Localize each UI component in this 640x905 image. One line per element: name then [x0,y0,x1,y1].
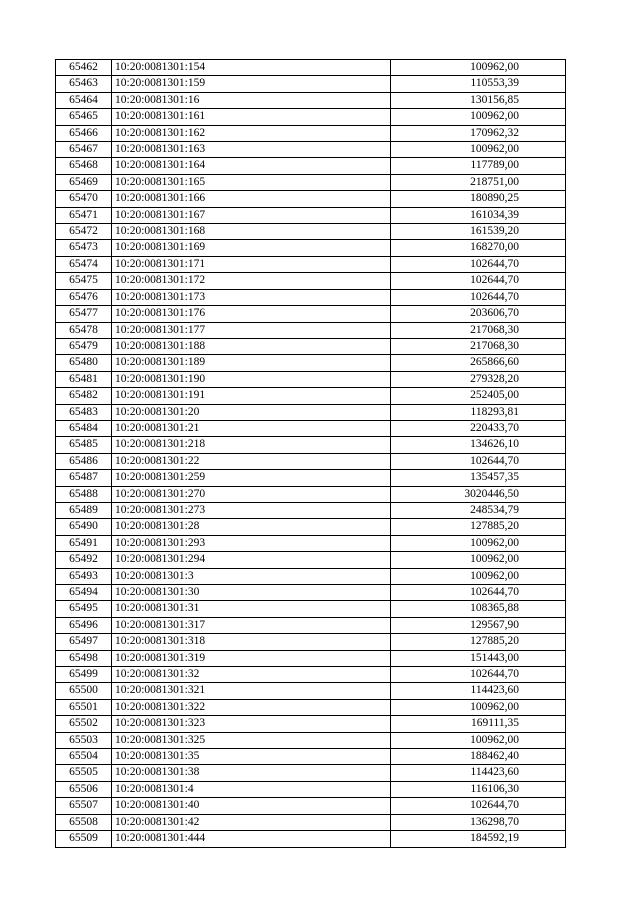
cadastral-number: 10:20:0081301:38 [112,765,391,781]
cadastral-number: 10:20:0081301:3 [112,568,391,584]
cadastral-number: 10:20:0081301:188 [112,338,391,354]
table-row [56,388,566,404]
table-row [56,322,566,338]
cadastral-number: 10:20:0081301:172 [112,273,391,289]
row-number: 65462 [56,60,112,76]
row-number: 65509 [56,831,112,847]
table-row [56,289,566,305]
cadastral-value: 134626,10 [391,437,566,453]
cadastral-value: 161034,39 [391,207,566,223]
cadastral-number: 10:20:0081301:4 [112,781,391,797]
cadastral-value: 127885,20 [391,634,566,650]
row-number: 65501 [56,699,112,715]
table-row [56,371,566,387]
row-number: 65502 [56,716,112,732]
cadastral-number: 10:20:0081301:42 [112,814,391,830]
cadastral-value: 279328,20 [391,371,566,387]
cadastral-number: 10:20:0081301:162 [112,125,391,141]
cadastral-number: 10:20:0081301:166 [112,191,391,207]
cadastral-number: 10:20:0081301:294 [112,552,391,568]
cadastral-number: 10:20:0081301:177 [112,322,391,338]
row-number: 65486 [56,453,112,469]
row-number: 65475 [56,273,112,289]
table-body [56,60,566,848]
table-row [56,453,566,469]
cadastral-value: 217068,30 [391,338,566,354]
row-number: 65466 [56,125,112,141]
table-row [56,634,566,650]
cadastral-value: 100962,00 [391,552,566,568]
row-number: 65474 [56,256,112,272]
cadastral-value: 129567,90 [391,617,566,633]
table-row [56,437,566,453]
cadastral-value: 100962,00 [391,732,566,748]
table-row [56,781,566,797]
cadastral-value: 114423,60 [391,765,566,781]
cadastral-value: 217068,30 [391,322,566,338]
table-row [56,716,566,732]
table-row [56,765,566,781]
table-row [56,585,566,601]
cadastral-number: 10:20:0081301:20 [112,404,391,420]
cadastral-number: 10:20:0081301:321 [112,683,391,699]
row-number: 65473 [56,240,112,256]
row-number: 65464 [56,92,112,108]
table-row [56,240,566,256]
cadastral-value: 102644,70 [391,256,566,272]
row-number: 65496 [56,617,112,633]
row-number: 65508 [56,814,112,830]
table-row [56,142,566,158]
table-row [56,798,566,814]
row-number: 65479 [56,338,112,354]
table-row [56,552,566,568]
cadastral-value: 102644,70 [391,667,566,683]
cadastral-number: 10:20:0081301:168 [112,224,391,240]
row-number: 65484 [56,420,112,436]
table-row [56,338,566,354]
cadastral-number: 10:20:0081301:323 [112,716,391,732]
table-row [56,92,566,108]
cadastral-number: 10:20:0081301:171 [112,256,391,272]
cadastral-value: 136298,70 [391,814,566,830]
row-number: 65498 [56,650,112,666]
row-number: 65505 [56,765,112,781]
table-row [56,191,566,207]
table-row [56,273,566,289]
cadastral-value: 170962,32 [391,125,566,141]
cadastral-value: 110553,39 [391,76,566,92]
table-row [56,470,566,486]
cadastral-value: 102644,70 [391,273,566,289]
row-number: 65488 [56,486,112,502]
cadastral-value: 100962,00 [391,60,566,76]
table-row [56,207,566,223]
cadastral-number: 10:20:0081301:161 [112,109,391,125]
cadastral-value: 161539,20 [391,224,566,240]
cadastral-number: 10:20:0081301:154 [112,60,391,76]
row-number: 65507 [56,798,112,814]
row-number: 65472 [56,224,112,240]
cadastral-number: 10:20:0081301:325 [112,732,391,748]
cadastral-value: 168270,00 [391,240,566,256]
row-number: 65481 [56,371,112,387]
cadastral-number: 10:20:0081301:165 [112,174,391,190]
cadastral-number: 10:20:0081301:31 [112,601,391,617]
cadastral-number: 10:20:0081301:191 [112,388,391,404]
row-number: 65467 [56,142,112,158]
table-row [56,749,566,765]
cadastral-number: 10:20:0081301:169 [112,240,391,256]
table-row [56,420,566,436]
cadastral-number: 10:20:0081301:318 [112,634,391,650]
cadastral-number: 10:20:0081301:28 [112,519,391,535]
table-row [56,519,566,535]
row-number: 65487 [56,470,112,486]
row-number: 65500 [56,683,112,699]
row-number: 65477 [56,306,112,322]
cadastral-number: 10:20:0081301:163 [112,142,391,158]
cadastral-value: 130156,85 [391,92,566,108]
row-number: 65478 [56,322,112,338]
cadastral-value: 184592,19 [391,831,566,847]
cadastral-number: 10:20:0081301:40 [112,798,391,814]
cadastral-number: 10:20:0081301:164 [112,158,391,174]
row-number: 65471 [56,207,112,223]
row-number: 65482 [56,388,112,404]
cadastral-number: 10:20:0081301:159 [112,76,391,92]
cadastral-value: 3020446,50 [391,486,566,502]
table-row [56,306,566,322]
cadastral-value: 180890,25 [391,191,566,207]
table-row [56,568,566,584]
table-row [56,256,566,272]
table-row [56,732,566,748]
cadastral-value: 203606,70 [391,306,566,322]
row-number: 65490 [56,519,112,535]
row-number: 65495 [56,601,112,617]
cadastral-number: 10:20:0081301:293 [112,535,391,551]
cadastral-number: 10:20:0081301:176 [112,306,391,322]
row-number: 65476 [56,289,112,305]
cadastral-number: 10:20:0081301:270 [112,486,391,502]
cadastral-value: 100962,00 [391,142,566,158]
cadastral-number: 10:20:0081301:218 [112,437,391,453]
row-number: 65483 [56,404,112,420]
row-number: 65485 [56,437,112,453]
row-number: 65503 [56,732,112,748]
cadastral-number: 10:20:0081301:322 [112,699,391,715]
cadastral-value: 151443,00 [391,650,566,666]
row-number: 65504 [56,749,112,765]
cadastral-number: 10:20:0081301:32 [112,667,391,683]
table-row [56,502,566,518]
row-number: 65494 [56,585,112,601]
cadastral-value: 100962,00 [391,699,566,715]
table-row [56,125,566,141]
table-row [56,650,566,666]
cadastral-value: 117789,00 [391,158,566,174]
table-row [56,60,566,76]
table-row [56,158,566,174]
table-row [56,404,566,420]
cadastral-value: 114423,60 [391,683,566,699]
cadastral-number: 10:20:0081301:189 [112,355,391,371]
row-number: 65468 [56,158,112,174]
table-row [56,76,566,92]
row-number: 65492 [56,552,112,568]
table-row [56,535,566,551]
cadastral-value: 135457,35 [391,470,566,486]
cadastral-number: 10:20:0081301:173 [112,289,391,305]
cadastral-number: 10:20:0081301:444 [112,831,391,847]
cadastral-value: 218751,00 [391,174,566,190]
table-row [56,831,566,847]
table-row [56,667,566,683]
row-number: 65491 [56,535,112,551]
cadastral-value: 252405,00 [391,388,566,404]
table-row [56,601,566,617]
row-number: 65470 [56,191,112,207]
cadastral-number: 10:20:0081301:35 [112,749,391,765]
cadastral-value: 248534,79 [391,502,566,518]
table-row [56,174,566,190]
cadastral-number: 10:20:0081301:21 [112,420,391,436]
row-number: 65463 [56,76,112,92]
cadastral-value: 100962,00 [391,109,566,125]
row-number: 65480 [56,355,112,371]
cadastral-number: 10:20:0081301:167 [112,207,391,223]
cadastral-value: 116106,30 [391,781,566,797]
row-number: 65465 [56,109,112,125]
row-number: 65497 [56,634,112,650]
cadastral-value: 100962,00 [391,535,566,551]
cadastral-value: 188462,40 [391,749,566,765]
cadastral-number: 10:20:0081301:190 [112,371,391,387]
cadastral-value: 102644,70 [391,798,566,814]
table-row [56,355,566,371]
cadastral-value: 265866,60 [391,355,566,371]
cadastral-number: 10:20:0081301:259 [112,470,391,486]
cadastral-value: 102644,70 [391,289,566,305]
table-row [56,224,566,240]
cadastral-value: 100962,00 [391,568,566,584]
table-row [56,814,566,830]
cadastral-value: 169111,35 [391,716,566,732]
cadastral-number: 10:20:0081301:273 [112,502,391,518]
cadastral-number: 10:20:0081301:319 [112,650,391,666]
table-row [56,486,566,502]
row-number: 65469 [56,174,112,190]
cadastral-value-table [55,59,566,848]
row-number: 65506 [56,781,112,797]
cadastral-value: 220433,70 [391,420,566,436]
cadastral-number: 10:20:0081301:30 [112,585,391,601]
cadastral-value: 108365,88 [391,601,566,617]
cadastral-number: 10:20:0081301:16 [112,92,391,108]
cadastral-value: 102644,70 [391,453,566,469]
table-row [56,109,566,125]
row-number: 65499 [56,667,112,683]
row-number: 65493 [56,568,112,584]
table-row [56,617,566,633]
cadastral-value: 102644,70 [391,585,566,601]
cadastral-value: 127885,20 [391,519,566,535]
table-row [56,683,566,699]
cadastral-value: 118293,81 [391,404,566,420]
row-number: 65489 [56,502,112,518]
cadastral-number: 10:20:0081301:22 [112,453,391,469]
cadastral-number: 10:20:0081301:317 [112,617,391,633]
table-row [56,699,566,715]
